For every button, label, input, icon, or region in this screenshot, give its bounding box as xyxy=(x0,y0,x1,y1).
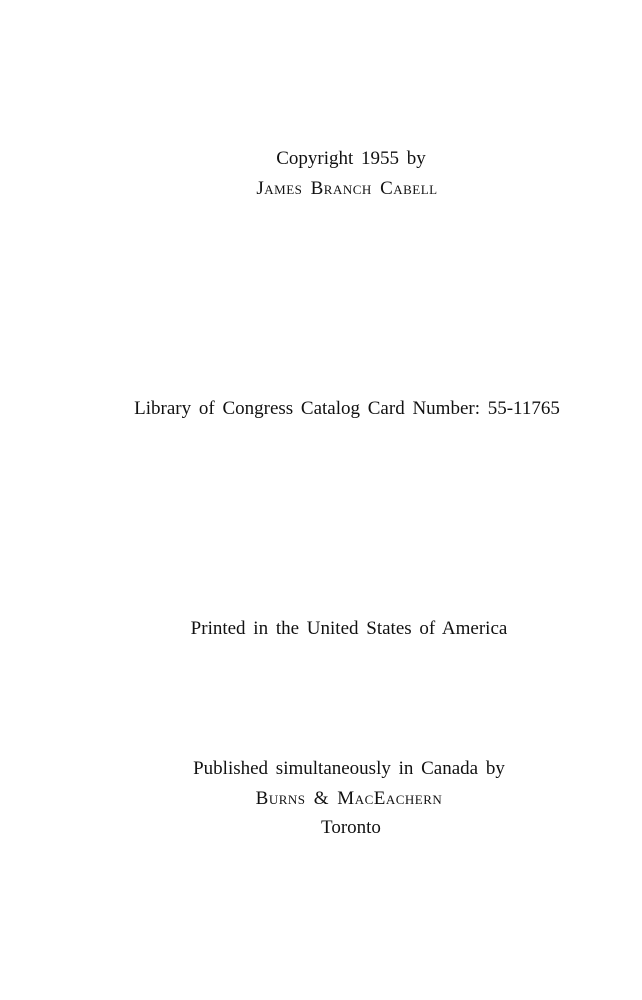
printed-in-notice: Printed in the United States of America xyxy=(190,618,508,639)
copyright-notice: Copyright 1955 by xyxy=(276,148,426,169)
author-name: James Branch Cabell xyxy=(256,178,438,199)
catalog-card-number: Library of Congress Catalog Card Number: 55-11765 xyxy=(134,398,560,419)
publisher-name: Burns & MacEachern xyxy=(255,788,443,809)
publisher-city: Toronto xyxy=(321,817,381,838)
publication-notice: Published simultaneously in Canada by xyxy=(193,758,505,779)
